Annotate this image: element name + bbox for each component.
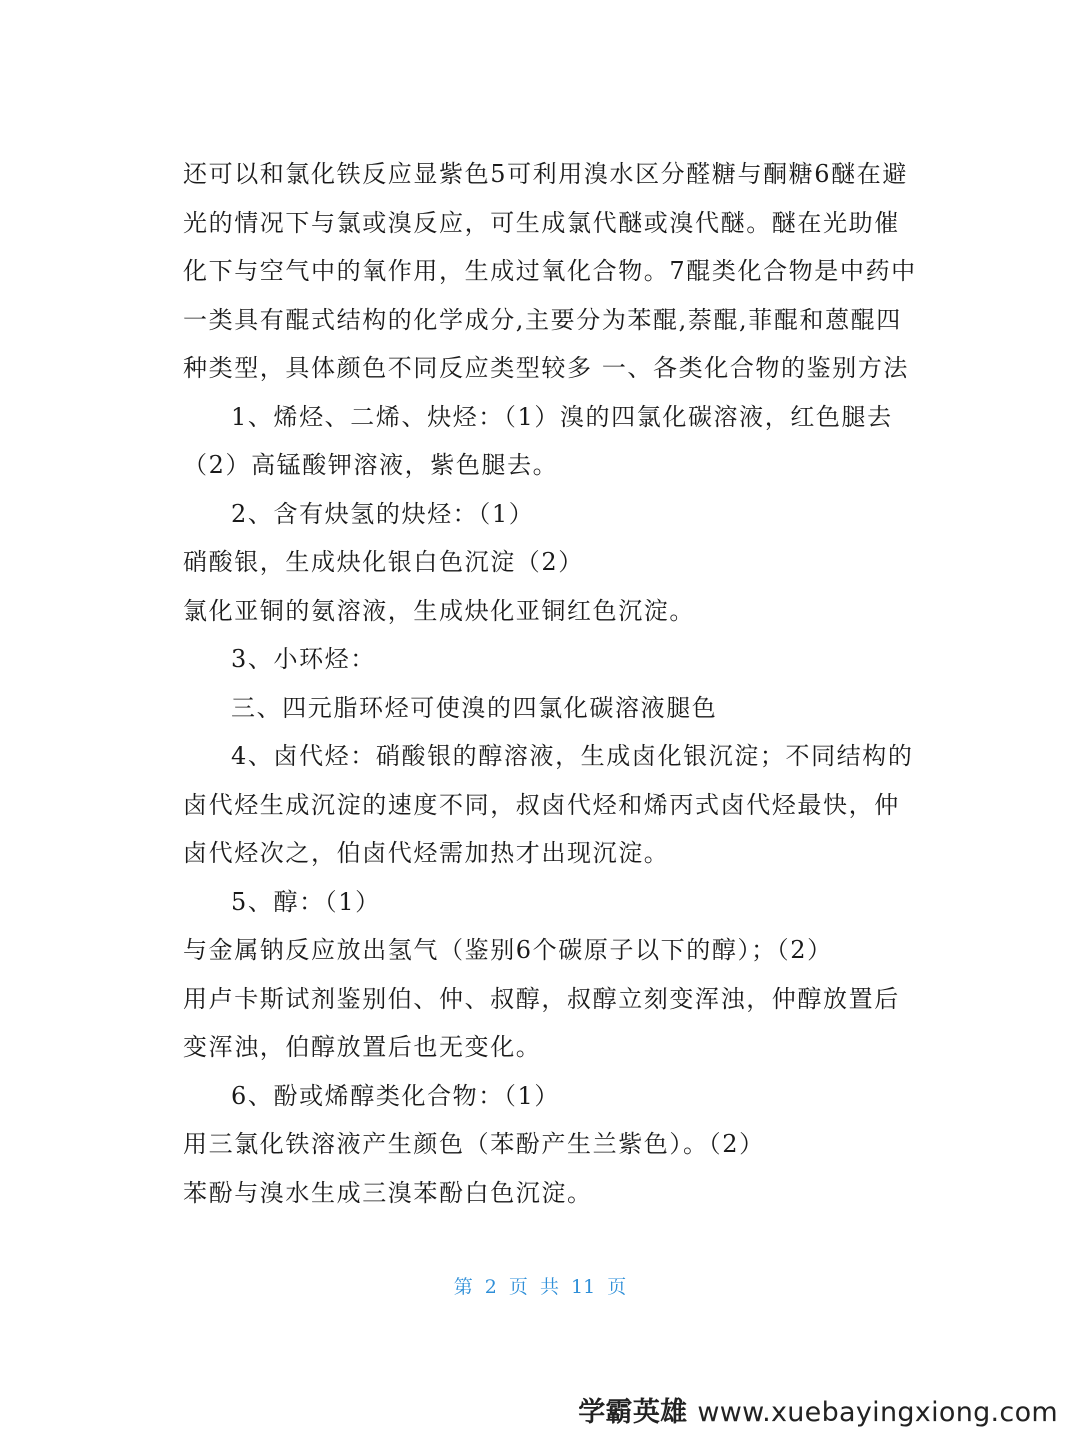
- paragraph-line: 用三氯化铁溶液产生颜色（苯酚产生兰紫色）。（2）: [183, 1130, 765, 1158]
- paragraph-line: 种类型，具体颜色不同反应类型较多 一、各类化合物的鉴别方法: [183, 354, 910, 382]
- paragraph-line: 还可以和氯化铁反应显紫色5可利用溴水区分醛糖与酮糖6醚在避: [183, 160, 908, 188]
- item-4-heading: 4、卤代烃：硝酸银的醇溶液，生成卤化银沉淀；不同结构的: [231, 742, 914, 770]
- item-2-heading: 2、含有炔氢的炔烃：（1）: [231, 499, 535, 528]
- item-1-heading: 1、烯烃、二烯、炔烃：（1）溴的四氯化碳溶液，红色腿去: [231, 402, 893, 431]
- paragraph-line: 硝酸银，生成炔化银白色沉淀（2）: [183, 548, 584, 576]
- document-body: [183, 150, 917, 1217]
- page-number-footer: 第 2 页 共 11 页: [453, 1276, 627, 1298]
- paragraph-line: 一类具有醌式结构的化学成分,主要分为苯醌,萘醌,菲醌和蒽醌四: [183, 305, 902, 334]
- paragraph-line: （2）高锰酸钾溶液，紫色腿去。: [183, 451, 559, 479]
- watermark-brand: 学霸英雄: [578, 1397, 688, 1428]
- paragraph-line: 与金属钠反应放出氢气（鉴别6个碳原子以下的醇）；（2）: [183, 936, 833, 964]
- paragraph-line: 三、四元脂环烃可使溴的四氯化碳溶液腿色: [231, 693, 718, 722]
- paragraph-line: 化下与空气中的氧作用，生成过氧化合物。7醌类化合物是中药中: [183, 257, 917, 285]
- paragraph-line: 卤代烃生成沉淀的速度不同，叔卤代烃和烯丙式卤代烃最快，仲: [183, 790, 900, 819]
- item-5-heading: 5、醇：（1）: [231, 887, 381, 916]
- paragraph-line: 变浑浊，伯醇放置后也无变化。: [183, 1033, 542, 1061]
- paragraph-line: 氯化亚铜的氨溶液，生成炔化亚铜红色沉淀。: [183, 596, 695, 625]
- site-watermark[interactable]: [578, 1390, 1058, 1429]
- watermark-url[interactable]: www.xuebayingxiong.com: [697, 1397, 1058, 1428]
- paragraph-line: 卤代烃次之，伯卤代烃需加热才出现沉淀。: [183, 839, 670, 867]
- paragraph-line: 苯酚与溴水生成三溴苯酚白色沉淀。: [183, 1178, 593, 1207]
- item-6-heading: 6、酚或烯醇类化合物：（1）: [231, 1081, 560, 1110]
- paragraph-line: 光的情况下与氯或溴反应，可生成氯代醚或溴代醚。醚在光助催: [183, 208, 900, 237]
- item-3-heading: 3、小环烃：: [231, 645, 376, 673]
- paragraph-line: 用卢卡斯试剂鉴别伯、仲、叔醇，叔醇立刻变浑浊，仲醇放置后: [183, 984, 900, 1013]
